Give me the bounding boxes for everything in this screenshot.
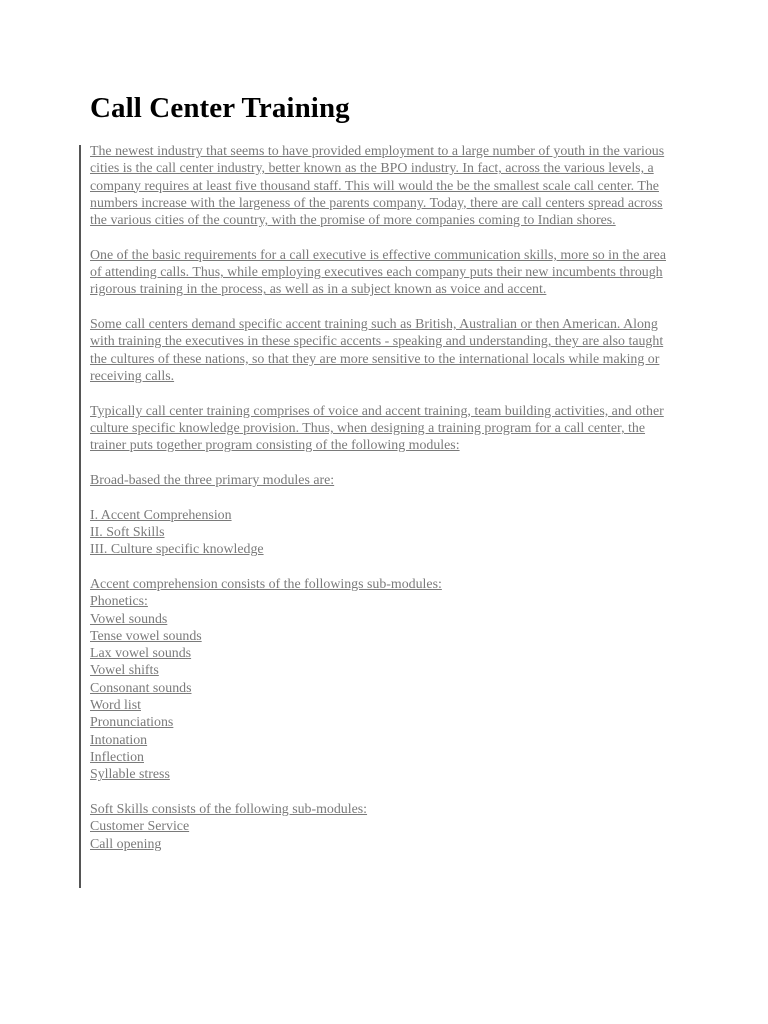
document-body [90,143,680,870]
paragraph-communication[interactable]: One of the basic requirements for a call executive is effective communication skills, more so in the area of attending calls. Thus, while employing executives each company puts their new incumbents through rigorous training in the process, as well as in a subject known as voice and accent. [90,247,666,298]
list-item[interactable]: Pronunciations [90,715,174,731]
list-item[interactable]: Tense vowel sounds [90,628,202,644]
list-item[interactable]: Lax vowel sounds [90,646,192,662]
list-item[interactable]: Intonation [90,732,148,748]
paragraph-intro[interactable]: The newest industry that seems to have provided employment to a large number of youth in the various cities is the call center industry, better known as the BPO industry. In fact, across the various levels, a company requires at least five thousand staff. This will would the be the smallest scale call center. The numbers increase with the largeness of the parents company. Today, there are call centers spread across the various cities of the country, with the promise of more companies coming to Indian shores. [90,144,665,229]
list-item[interactable]: Call opening [90,836,162,852]
list-item[interactable]: Syllable stress [90,767,170,783]
list-item[interactable]: Customer Service [90,819,190,835]
list-heading[interactable]: Accent comprehension consists of the followings sub-modules: [90,576,442,592]
paragraph-accent-training[interactable]: Some call centers demand specific accent training such as British, Australian or then American. Along with training the executives in these specific accents - speaking and understanding, they are also taught the cultures of these nations, so that they are more sensitive to the international locals while making or receiving calls. [90,317,664,385]
document-title: Call Center Training [90,92,350,124]
paragraph-primary-modules-intro[interactable]: Broad-based the three primary modules are: [90,473,335,489]
list-item[interactable]: Inflection [90,749,144,765]
list-item[interactable]: Consonant sounds [90,680,192,696]
list-item[interactable]: Word list [90,698,141,714]
paragraph-typical-training[interactable]: Typically call center training comprises of voice and accent training, team building activities, and other culture specific knowledge provision. Thus, when designing a training program for a call center, the trainer puts together program consisting of the following modules: [90,403,664,454]
primary-modules-list [90,507,680,559]
list-item[interactable]: Phonetics: [90,594,148,610]
list-item[interactable]: III. Culture specific knowledge [90,542,264,558]
list-item[interactable]: II. Soft Skills [90,525,165,540]
list-item[interactable]: I. Accent Comprehension [90,507,232,523]
soft-skills-submodules-list [90,801,680,853]
accent-submodules-list [90,576,680,784]
quote-bar [79,145,81,888]
list-item[interactable]: Vowel sounds [90,611,168,627]
list-item[interactable]: Vowel shifts [90,663,159,679]
list-heading[interactable]: Soft Skills consists of the following sub-modules: [90,801,368,817]
